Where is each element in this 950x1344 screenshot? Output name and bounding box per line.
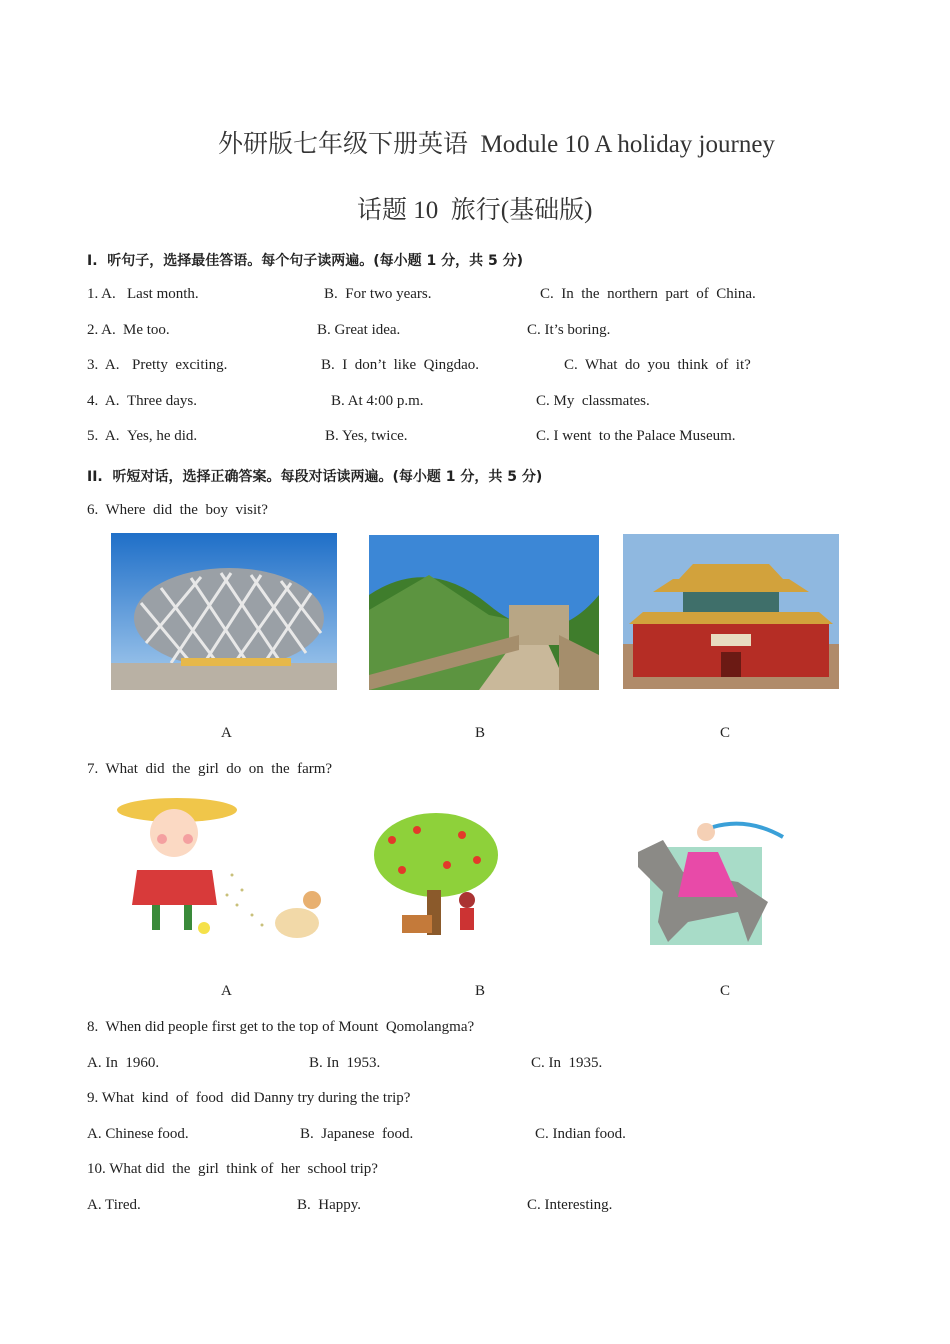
section1-heading: I. 听句子，选择最佳答语。每个句子读两遍。(每小题 1 分，共 5 分) xyxy=(87,253,524,269)
q7-text: 7. What did the girl do on the farm? xyxy=(87,761,333,777)
q8-option-b: B. In 1953. xyxy=(309,1055,381,1071)
q9-text: 9. What kind of food did Danny try during the trip? xyxy=(87,1090,411,1106)
q1-option-a: Last month. xyxy=(127,286,199,302)
document-subtitle: 话题 10 旅行(基础版) xyxy=(357,197,593,224)
q4-option-b: B. At 4:00 p.m. xyxy=(331,393,424,409)
q10-text: 10. What did the girl think of her school trip? xyxy=(87,1161,378,1177)
forbidden-city-image xyxy=(623,534,839,689)
birds-nest-stadium-image xyxy=(111,533,337,690)
q6-label-c: C xyxy=(720,725,731,741)
q10-option-a: A. Tired. xyxy=(87,1197,141,1213)
q2-option-b: B. Great idea. xyxy=(317,322,401,338)
q3-num: 3. A. xyxy=(87,357,120,373)
q9-option-b: B. Japanese food. xyxy=(300,1126,414,1142)
q5-option-a: Yes, he did. xyxy=(127,428,198,444)
q2-num: 2. A. xyxy=(87,322,116,338)
q3-option-a: Pretty exciting. xyxy=(132,357,228,373)
q10-option-b: B. Happy. xyxy=(297,1197,362,1213)
q4-option-a: Three days. xyxy=(127,393,197,409)
document-title: 外研版七年级下册英语 Module 10 A holiday journey xyxy=(218,131,775,158)
q7-label-c: C xyxy=(720,983,731,999)
great-wall-image xyxy=(369,535,599,690)
q8-text: 8. When did people first get to the top of Mount Qomolangma? xyxy=(87,1019,475,1035)
q10-option-c: C. Interesting. xyxy=(527,1197,613,1213)
q1-option-b: B. For two years. xyxy=(324,286,432,302)
girl-riding-horse-image xyxy=(628,812,786,947)
q9-option-a: A. Chinese food. xyxy=(87,1126,189,1142)
q5-option-b: B. Yes, twice. xyxy=(325,428,408,444)
picking-apples-image xyxy=(372,810,500,940)
q9-option-c: C. Indian food. xyxy=(535,1126,626,1142)
q5-num: 5. A. xyxy=(87,428,120,444)
q2-option-c: C. It’s boring. xyxy=(527,322,611,338)
section2-heading: II. 听短对话，选择正确答案。每段对话读两遍。(每小题 1 分，共 5 分) xyxy=(87,469,543,485)
q1-num: 1. A. xyxy=(87,286,116,302)
q2-option-a: Me too. xyxy=(123,322,170,338)
q7-label-a: A xyxy=(221,983,232,999)
q3-option-b: B. I don’t like Qingdao. xyxy=(321,357,480,373)
q8-option-c: C. In 1935. xyxy=(531,1055,603,1071)
q3-option-c: C. What do you think of it? xyxy=(564,357,751,373)
q8-option-a: A. In 1960. xyxy=(87,1055,160,1071)
q4-num: 4. A. xyxy=(87,393,120,409)
q6-label-b: B xyxy=(475,725,486,741)
q5-option-c: C. I went to the Palace Museum. xyxy=(536,428,736,444)
q6-text: 6. Where did the boy visit? xyxy=(87,502,268,518)
q7-label-b: B xyxy=(475,983,486,999)
q6-label-a: A xyxy=(221,725,232,741)
q1-option-c: C. In the northern part of China. xyxy=(540,286,756,302)
q4-option-c: C. My classmates. xyxy=(536,393,650,409)
girl-feeding-chickens-image xyxy=(112,795,330,945)
